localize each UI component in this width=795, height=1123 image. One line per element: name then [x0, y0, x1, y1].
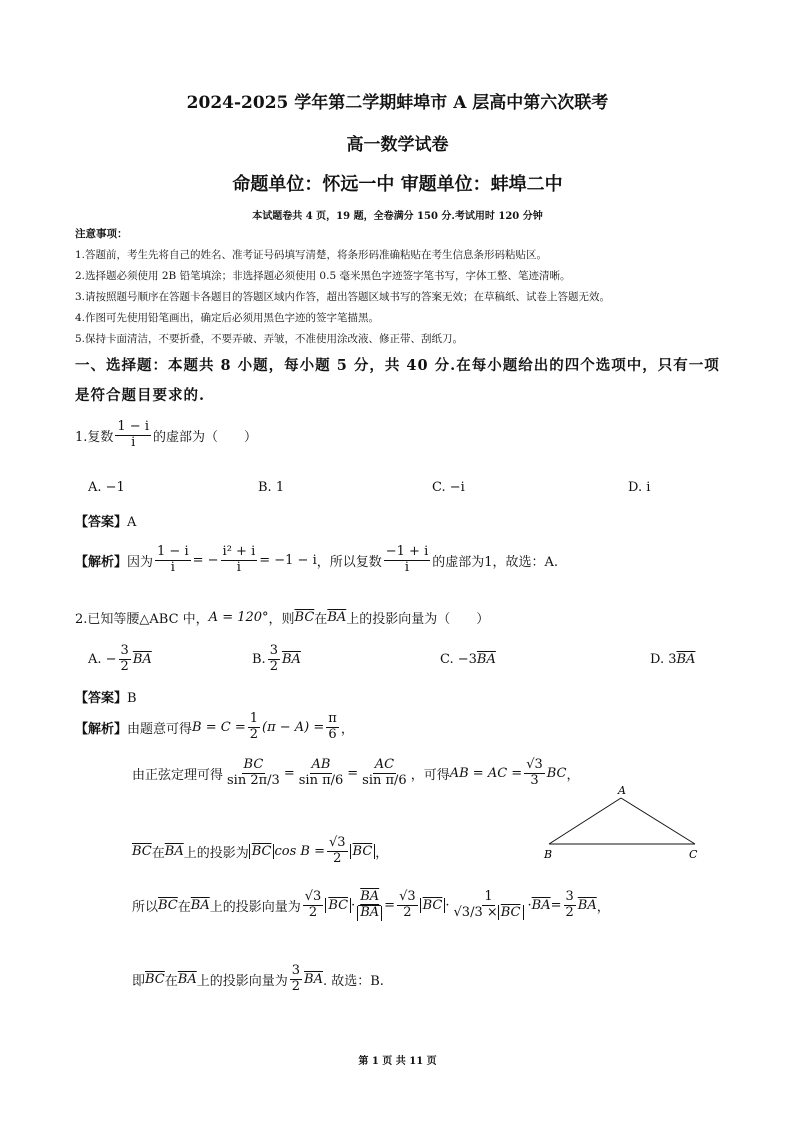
frac-den: sin π/6	[298, 772, 344, 788]
frac-den: 2	[403, 904, 412, 920]
math-expr: BC	[546, 765, 567, 781]
step-text: 在	[164, 973, 178, 989]
punct: ，	[340, 721, 354, 737]
section-heading-cont: 是符合题目要求的.	[75, 387, 206, 404]
vector-bc: $\overline{BC}$	[294, 610, 315, 625]
frac-den: 6	[328, 726, 337, 742]
q1-den: i	[131, 434, 136, 450]
section-heading: 一、选择题：本题共 8 小题，每小题 5 分，共 40 分.在每小题给出的四个选项中，只有一项	[75, 357, 720, 374]
vector-bc: $\overline{BC}$	[145, 971, 165, 987]
q1-a-frac2	[221, 545, 258, 576]
vector-bc-magnitude: $\overline{BC}$	[420, 898, 446, 913]
frac-num: 3	[269, 643, 278, 658]
q1-a-frac1	[155, 545, 191, 576]
q1-a-text1: 因为	[127, 554, 154, 570]
math-expr: AB = AC =	[449, 765, 523, 781]
exam-subtitle: 高一数学试卷	[346, 135, 449, 155]
unit-vector-frac	[357, 890, 382, 921]
step-text: 上的投影向量为	[196, 973, 288, 989]
step-text: 在	[151, 845, 165, 861]
q2-analysis-step1	[75, 712, 354, 743]
frac-den	[452, 906, 526, 921]
note-item: 3.请按照题号顺序在答题卡各题目的答题区域内作答，超出答题区域书写的答案无效；在草稿纸、试卷上答题无效。	[75, 291, 611, 303]
q1-fraction	[115, 420, 151, 451]
frac-num: √3	[328, 835, 346, 850]
frac-num: 3	[291, 963, 301, 978]
exam-info: 本试题卷共 4 页，19 题，全卷满分 150 分.考试用时 120 分钟	[252, 211, 543, 222]
punct: ，	[596, 899, 610, 915]
analysis-label: 【解析】	[75, 721, 128, 737]
frac-den: 2	[269, 658, 278, 674]
q2-suffix: 上的投影向量为（ ）	[346, 612, 490, 627]
frac-den: 2	[249, 726, 258, 742]
frac-den: 2	[120, 658, 129, 674]
frac-num: 3	[565, 889, 574, 904]
vector-ba: $\overline{BA}$	[531, 897, 551, 913]
frac-den: i	[404, 559, 410, 575]
option-fraction	[268, 644, 280, 675]
option-label: D. 3	[650, 652, 677, 667]
frac-num: 1	[249, 711, 258, 726]
vector-ba: $\overline{BA}$	[476, 652, 496, 667]
triangle-side-ab	[549, 798, 621, 844]
q2-mid1: ，则	[268, 612, 295, 627]
punct: ，	[566, 767, 580, 783]
step-text: 由题意可得	[127, 721, 193, 737]
frac-den: i	[170, 559, 175, 575]
frac-half	[248, 712, 260, 743]
step-text: 由正弦定理可得	[132, 767, 224, 783]
step-text: 所以	[132, 899, 159, 915]
frac-num: AC	[374, 757, 395, 772]
q2-analysis-step4: 所以 $\overline{BC}$ 在 $\overline{BA}$ 上的投影向量为 $\frac{√3}{2}$ $\overline{BC}$ · $\frac{\overline{BA}}{BA}$ = $\frac{√3}{2}$ $\overline{BC}$ · $\frac{1}{√3/3 \times \overline{BC}}$ · $\overline{BA}$ = $\frac{3}{2}$ $\overline{BA}$ ，	[132, 889, 610, 920]
frac-pi-6	[326, 712, 339, 743]
vector-ba: $\overline{BA}$	[132, 651, 152, 667]
vector-ba: $\overline{BA}$	[190, 897, 210, 913]
note-item: 2.选择题必须使用 2B 铅笔填涂；非选择题必须使用 0.5 毫米黑色字迹签字笔书写，字体工整、笔迹清晰。	[75, 270, 571, 282]
frac-num: −1 + i	[385, 544, 429, 559]
step-text: 在	[177, 899, 191, 915]
frac-num: √3	[526, 757, 543, 772]
step-text: 上的投影向量为	[209, 899, 301, 915]
inner-expr: √3/3 ×	[453, 904, 498, 920]
vertex-a-label: A	[618, 784, 626, 797]
frac-den: 2	[291, 978, 301, 994]
vector-ba: $\overline{BA}$	[164, 843, 184, 859]
q2-mid2: 在	[314, 612, 328, 627]
q1-option-b: B. 1	[258, 480, 285, 495]
triangle-diagram	[535, 782, 710, 862]
frac-den: 3	[530, 772, 539, 788]
q1-analysis	[75, 545, 558, 576]
vector-bc-magnitude: $\overline{BC}$	[498, 905, 524, 920]
frac-num: BC	[243, 757, 264, 772]
q1-prefix: 1.复数	[75, 429, 114, 445]
frac-den: 2	[308, 904, 318, 920]
q1-answer	[75, 511, 136, 530]
option-label: C. −3	[440, 652, 477, 667]
frac-num: $\overline{BA}$	[360, 889, 380, 904]
frac-num: AB	[311, 757, 331, 772]
frac-den: 2	[333, 850, 342, 866]
q2-condition: A = 120°	[208, 610, 269, 625]
vector-bc-magnitude: $\overline{BC}$	[249, 844, 275, 859]
sine-frac	[297, 758, 346, 789]
note-item: 1.答题前，考生先将自己的姓名、准考证号码填写清楚，将条形码准确粘贴在考生信息条形码粘贴区。	[75, 249, 548, 261]
math-expr: B = C =	[192, 719, 246, 735]
vector-ba: $\overline{BA}$	[676, 652, 696, 667]
sine-frac	[360, 758, 409, 789]
vector-ba: $\overline{BA}$	[281, 651, 301, 667]
triangle-side-ac	[621, 798, 695, 844]
step-text: 上的投影为	[183, 845, 249, 861]
q2-option-b	[252, 644, 301, 675]
option-label: B.	[252, 651, 266, 667]
root3-over-2	[327, 836, 348, 867]
math-expr: =	[384, 897, 396, 913]
frac-den: i	[236, 559, 241, 575]
q2-option-d	[650, 652, 695, 667]
frac-num: 3	[120, 643, 129, 658]
question-2	[75, 608, 489, 627]
q1-a-eq2: = −1 − i	[259, 552, 317, 568]
question-1	[75, 420, 257, 451]
answer-value: B	[127, 691, 137, 706]
q1-num: 1 − i	[117, 419, 149, 434]
note-item: 4.作图可先使用铅笔画出，确定后必须用黑色字迹的签字笔描黑。	[75, 312, 380, 324]
step-text: 即	[132, 973, 146, 989]
frac-num: 1	[484, 889, 493, 904]
vector-bc: $\overline{BC}$	[158, 897, 178, 913]
vertex-c-label: C	[689, 848, 698, 861]
frac-num: 1 − i	[157, 544, 189, 559]
vector-ba: $\overline{BA}$	[304, 971, 323, 987]
vector-bc-magnitude: $\overline{BC}$	[350, 844, 376, 859]
q1-option-c: C. −i	[432, 480, 465, 495]
q1-a-eq1: = −	[192, 552, 219, 568]
vector-bc-magnitude: $\overline{BC}$	[325, 898, 351, 913]
q1-suffix: 的虚部为（ ）	[153, 429, 258, 445]
q2-analysis-step2: 由正弦定理可得 $\frac{BC}{\sin 2\pi/3}$ = $\frac{AB}{\text{sin π/6}}$ = $\frac{AC}{\text{sin π/6}}$ ，可得 AB = AC = $\frac{√3}{3}$ BC ，	[132, 757, 580, 788]
vector-ba: $\overline{BA}$	[577, 897, 597, 913]
answer-label: 【答案】	[75, 691, 128, 706]
option-fraction	[119, 644, 131, 675]
punct: ，	[375, 845, 389, 861]
frac-den: sin 2π/3	[227, 772, 280, 788]
math-expr: (π − A) =	[262, 719, 325, 735]
q2-answer	[75, 687, 137, 706]
frac-num: √3	[399, 889, 416, 904]
option-label: A. −	[88, 651, 117, 667]
frac-den: 2	[565, 904, 574, 920]
three-halves	[564, 890, 576, 921]
answer-label: 【答案】	[75, 515, 128, 530]
q2-analysis-step3	[132, 836, 388, 867]
vector-bc: $\overline{BC}$	[132, 843, 152, 859]
vector-ba: $\overline{BA}$	[327, 610, 347, 625]
frac-num: i² + i	[222, 544, 256, 559]
page-footer: 第 1 页 共 11 页	[358, 1056, 437, 1067]
q1-option-a: A. −1	[88, 480, 125, 495]
vector-ba: $\overline{BA}$	[177, 971, 197, 987]
q1-a-frac3	[384, 545, 430, 576]
q2-prefix: 2.已知等腰△ABC 中，	[75, 612, 209, 627]
root3-over-2	[397, 890, 418, 921]
three-halves	[290, 964, 302, 995]
vertex-b-label: B	[544, 848, 553, 861]
root3-over-2	[303, 890, 324, 921]
notes-heading: 注意事项：	[75, 228, 128, 240]
frac-den: BA	[357, 906, 382, 921]
q1-option-d: D. i	[628, 480, 651, 495]
q2-analysis-step5	[132, 964, 384, 995]
exam-title: 2024-2025 学年第二学期蚌埠市 A 层高中第六次联考	[186, 93, 609, 113]
q2-option-a	[88, 644, 152, 675]
q1-a-text3: 的虚部为1，故选：A.	[432, 554, 559, 570]
math-expr: cos B =	[274, 843, 325, 859]
step-text: ，可得	[410, 767, 450, 783]
step-text: . 故选：B.	[322, 973, 384, 989]
frac-num: √3	[304, 889, 322, 904]
q2-option-c	[440, 652, 496, 667]
sine-frac	[225, 758, 282, 789]
exam-units: 命题单位：怀远一中 审题单位：蚌埠二中	[232, 174, 563, 195]
note-item: 5.保持卡面清洁，不要折叠，不要弄破、弄皱，不准使用涂改液、修正带、刮纸刀。	[75, 333, 464, 345]
frac-num: π	[328, 711, 337, 726]
answer-value: A	[127, 515, 137, 530]
q1-a-text2: ，所以复数	[316, 554, 382, 570]
reciprocal-frac	[452, 890, 526, 921]
analysis-label: 【解析】	[75, 554, 128, 570]
frac-den: sin π/6	[362, 772, 407, 788]
math-expr: =	[550, 897, 562, 913]
